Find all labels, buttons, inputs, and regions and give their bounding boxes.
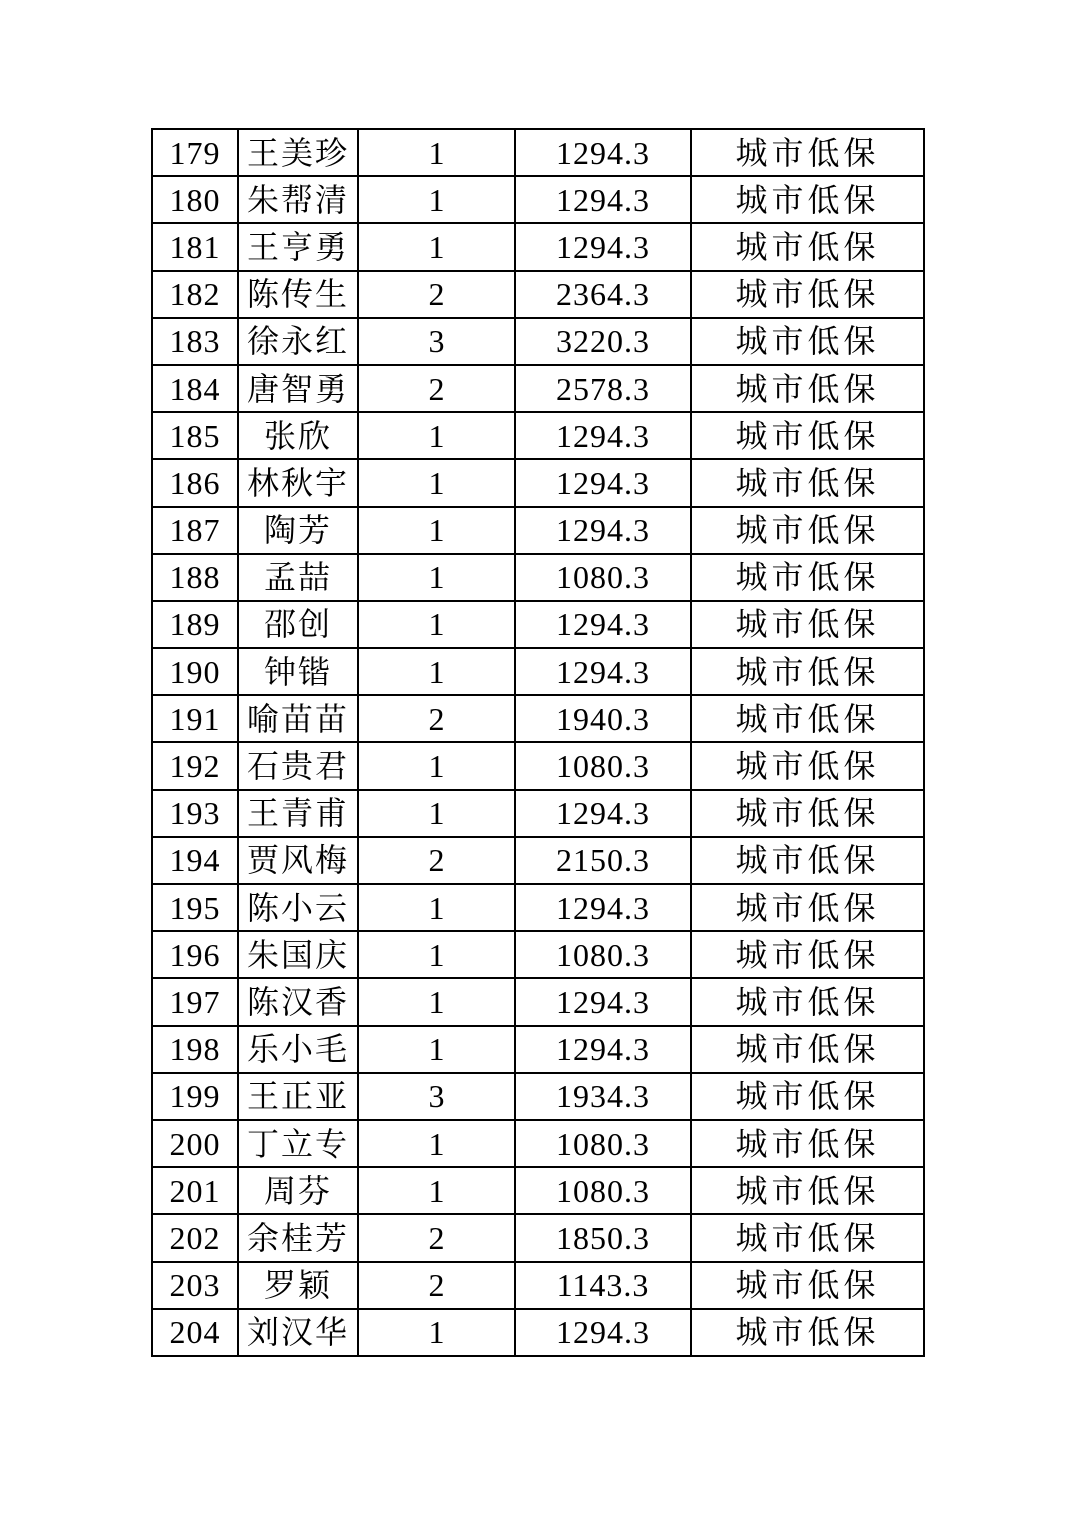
table-row: [152, 365, 924, 412]
cell-row-number: 193: [152, 790, 238, 837]
cell-person-count: 1: [358, 1167, 515, 1214]
cell-recipient-name: 罗颖: [238, 1262, 358, 1309]
cell-amount: 1850.3: [515, 1214, 691, 1261]
cell-recipient-name: 陈小云: [238, 884, 358, 931]
cell-amount: 1294.3: [515, 1026, 691, 1073]
cell-recipient-name: 陶芳: [238, 507, 358, 554]
cell-category: 城市低保: [691, 1026, 924, 1073]
cell-recipient-name: 周芬: [238, 1167, 358, 1214]
cell-row-number: 200: [152, 1120, 238, 1167]
cell-recipient-name: 王美珍: [238, 129, 358, 176]
cell-person-count: 1: [358, 742, 515, 789]
cell-row-number: 183: [152, 318, 238, 365]
table-row: [152, 459, 924, 506]
cell-category: 城市低保: [691, 790, 924, 837]
cell-recipient-name: 唐智勇: [238, 365, 358, 412]
table-row: [152, 1073, 924, 1120]
cell-row-number: 199: [152, 1073, 238, 1120]
cell-row-number: 203: [152, 1262, 238, 1309]
table-row: [152, 1214, 924, 1261]
cell-person-count: 1: [358, 601, 515, 648]
cell-person-count: 1: [358, 554, 515, 601]
table-row: [152, 931, 924, 978]
cell-person-count: 1: [358, 931, 515, 978]
cell-recipient-name: 钟锴: [238, 648, 358, 695]
cell-person-count: 1: [358, 176, 515, 223]
table-row: [152, 837, 924, 884]
cell-recipient-name: 孟喆: [238, 554, 358, 601]
cell-category: 城市低保: [691, 365, 924, 412]
cell-amount: 1294.3: [515, 176, 691, 223]
cell-person-count: 1: [358, 412, 515, 459]
table-row: [152, 1309, 924, 1356]
cell-row-number: 191: [152, 695, 238, 742]
cell-category: 城市低保: [691, 1262, 924, 1309]
cell-amount: 1294.3: [515, 790, 691, 837]
table-row: [152, 223, 924, 270]
cell-person-count: 2: [358, 271, 515, 318]
cell-category: 城市低保: [691, 223, 924, 270]
cell-amount: 1934.3: [515, 1073, 691, 1120]
table-row: [152, 318, 924, 365]
cell-amount: 1143.3: [515, 1262, 691, 1309]
table-row: [152, 742, 924, 789]
cell-person-count: 3: [358, 1073, 515, 1120]
cell-category: 城市低保: [691, 837, 924, 884]
cell-amount: 1294.3: [515, 412, 691, 459]
table-row: [152, 176, 924, 223]
cell-amount: 1294.3: [515, 884, 691, 931]
cell-recipient-name: 邵创: [238, 601, 358, 648]
cell-category: 城市低保: [691, 601, 924, 648]
cell-person-count: 2: [358, 365, 515, 412]
cell-person-count: 1: [358, 1120, 515, 1167]
cell-row-number: 185: [152, 412, 238, 459]
cell-row-number: 198: [152, 1026, 238, 1073]
cell-category: 城市低保: [691, 129, 924, 176]
cell-recipient-name: 石贵君: [238, 742, 358, 789]
cell-recipient-name: 刘汉华: [238, 1309, 358, 1356]
cell-amount: 1294.3: [515, 601, 691, 648]
cell-category: 城市低保: [691, 1309, 924, 1356]
cell-row-number: 202: [152, 1214, 238, 1261]
cell-category: 城市低保: [691, 978, 924, 1025]
table-row: [152, 507, 924, 554]
table-row: [152, 554, 924, 601]
table-row: [152, 1262, 924, 1309]
cell-recipient-name: 王亨勇: [238, 223, 358, 270]
cell-person-count: 1: [358, 978, 515, 1025]
cell-recipient-name: 余桂芳: [238, 1214, 358, 1261]
cell-amount: 1294.3: [515, 507, 691, 554]
table-row: [152, 648, 924, 695]
cell-recipient-name: 徐永红: [238, 318, 358, 365]
cell-row-number: 181: [152, 223, 238, 270]
cell-person-count: 1: [358, 459, 515, 506]
cell-person-count: 2: [358, 695, 515, 742]
table-body: [152, 129, 924, 1356]
cell-amount: 1294.3: [515, 129, 691, 176]
cell-person-count: 1: [358, 1026, 515, 1073]
cell-person-count: 2: [358, 1262, 515, 1309]
cell-amount: 1080.3: [515, 1120, 691, 1167]
table-row: [152, 695, 924, 742]
cell-row-number: 180: [152, 176, 238, 223]
cell-amount: 2364.3: [515, 271, 691, 318]
cell-row-number: 194: [152, 837, 238, 884]
cell-amount: 1294.3: [515, 459, 691, 506]
cell-recipient-name: 喻苗苗: [238, 695, 358, 742]
cell-amount: 2150.3: [515, 837, 691, 884]
cell-row-number: 190: [152, 648, 238, 695]
cell-person-count: 2: [358, 1214, 515, 1261]
table-row: [152, 1120, 924, 1167]
cell-amount: 1080.3: [515, 1167, 691, 1214]
cell-category: 城市低保: [691, 1073, 924, 1120]
cell-row-number: 187: [152, 507, 238, 554]
cell-recipient-name: 朱帮清: [238, 176, 358, 223]
cell-recipient-name: 林秋宇: [238, 459, 358, 506]
cell-recipient-name: 王正亚: [238, 1073, 358, 1120]
table-row: [152, 129, 924, 176]
cell-recipient-name: 丁立专: [238, 1120, 358, 1167]
cell-row-number: 179: [152, 129, 238, 176]
table-row: [152, 1167, 924, 1214]
cell-category: 城市低保: [691, 742, 924, 789]
cell-recipient-name: 乐小毛: [238, 1026, 358, 1073]
cell-recipient-name: 朱国庆: [238, 931, 358, 978]
cell-row-number: 188: [152, 554, 238, 601]
cell-row-number: 197: [152, 978, 238, 1025]
cell-row-number: 189: [152, 601, 238, 648]
table-row: [152, 790, 924, 837]
cell-category: 城市低保: [691, 554, 924, 601]
cell-amount: 1294.3: [515, 648, 691, 695]
cell-row-number: 195: [152, 884, 238, 931]
cell-category: 城市低保: [691, 1167, 924, 1214]
cell-amount: 1294.3: [515, 978, 691, 1025]
cell-recipient-name: 贾风梅: [238, 837, 358, 884]
cell-row-number: 184: [152, 365, 238, 412]
cell-amount: 1080.3: [515, 554, 691, 601]
cell-amount: 2578.3: [515, 365, 691, 412]
cell-recipient-name: 王青甫: [238, 790, 358, 837]
cell-amount: 1294.3: [515, 1309, 691, 1356]
cell-amount: 1080.3: [515, 742, 691, 789]
cell-amount: 1940.3: [515, 695, 691, 742]
cell-category: 城市低保: [691, 176, 924, 223]
cell-person-count: 3: [358, 318, 515, 365]
cell-row-number: 186: [152, 459, 238, 506]
cell-row-number: 204: [152, 1309, 238, 1356]
cell-category: 城市低保: [691, 884, 924, 931]
cell-recipient-name: 陈汉香: [238, 978, 358, 1025]
cell-amount: 1294.3: [515, 223, 691, 270]
cell-person-count: 1: [358, 507, 515, 554]
table-row: [152, 271, 924, 318]
cell-recipient-name: 张欣: [238, 412, 358, 459]
table-row: [152, 412, 924, 459]
cell-person-count: 2: [358, 837, 515, 884]
cell-row-number: 192: [152, 742, 238, 789]
cell-person-count: 1: [358, 790, 515, 837]
cell-category: 城市低保: [691, 695, 924, 742]
cell-person-count: 1: [358, 129, 515, 176]
cell-row-number: 201: [152, 1167, 238, 1214]
welfare-roster-table: [151, 128, 925, 1357]
cell-person-count: 1: [358, 1309, 515, 1356]
cell-category: 城市低保: [691, 507, 924, 554]
cell-person-count: 1: [358, 884, 515, 931]
cell-recipient-name: 陈传生: [238, 271, 358, 318]
cell-amount: 1080.3: [515, 931, 691, 978]
cell-person-count: 1: [358, 648, 515, 695]
cell-category: 城市低保: [691, 412, 924, 459]
table-row: [152, 601, 924, 648]
cell-person-count: 1: [358, 223, 515, 270]
cell-row-number: 182: [152, 271, 238, 318]
cell-category: 城市低保: [691, 648, 924, 695]
table-row: [152, 1026, 924, 1073]
cell-category: 城市低保: [691, 931, 924, 978]
cell-category: 城市低保: [691, 1214, 924, 1261]
cell-category: 城市低保: [691, 271, 924, 318]
cell-row-number: 196: [152, 931, 238, 978]
cell-category: 城市低保: [691, 1120, 924, 1167]
cell-category: 城市低保: [691, 459, 924, 506]
cell-category: 城市低保: [691, 318, 924, 365]
cell-amount: 3220.3: [515, 318, 691, 365]
table-row: [152, 884, 924, 931]
table-row: [152, 978, 924, 1025]
